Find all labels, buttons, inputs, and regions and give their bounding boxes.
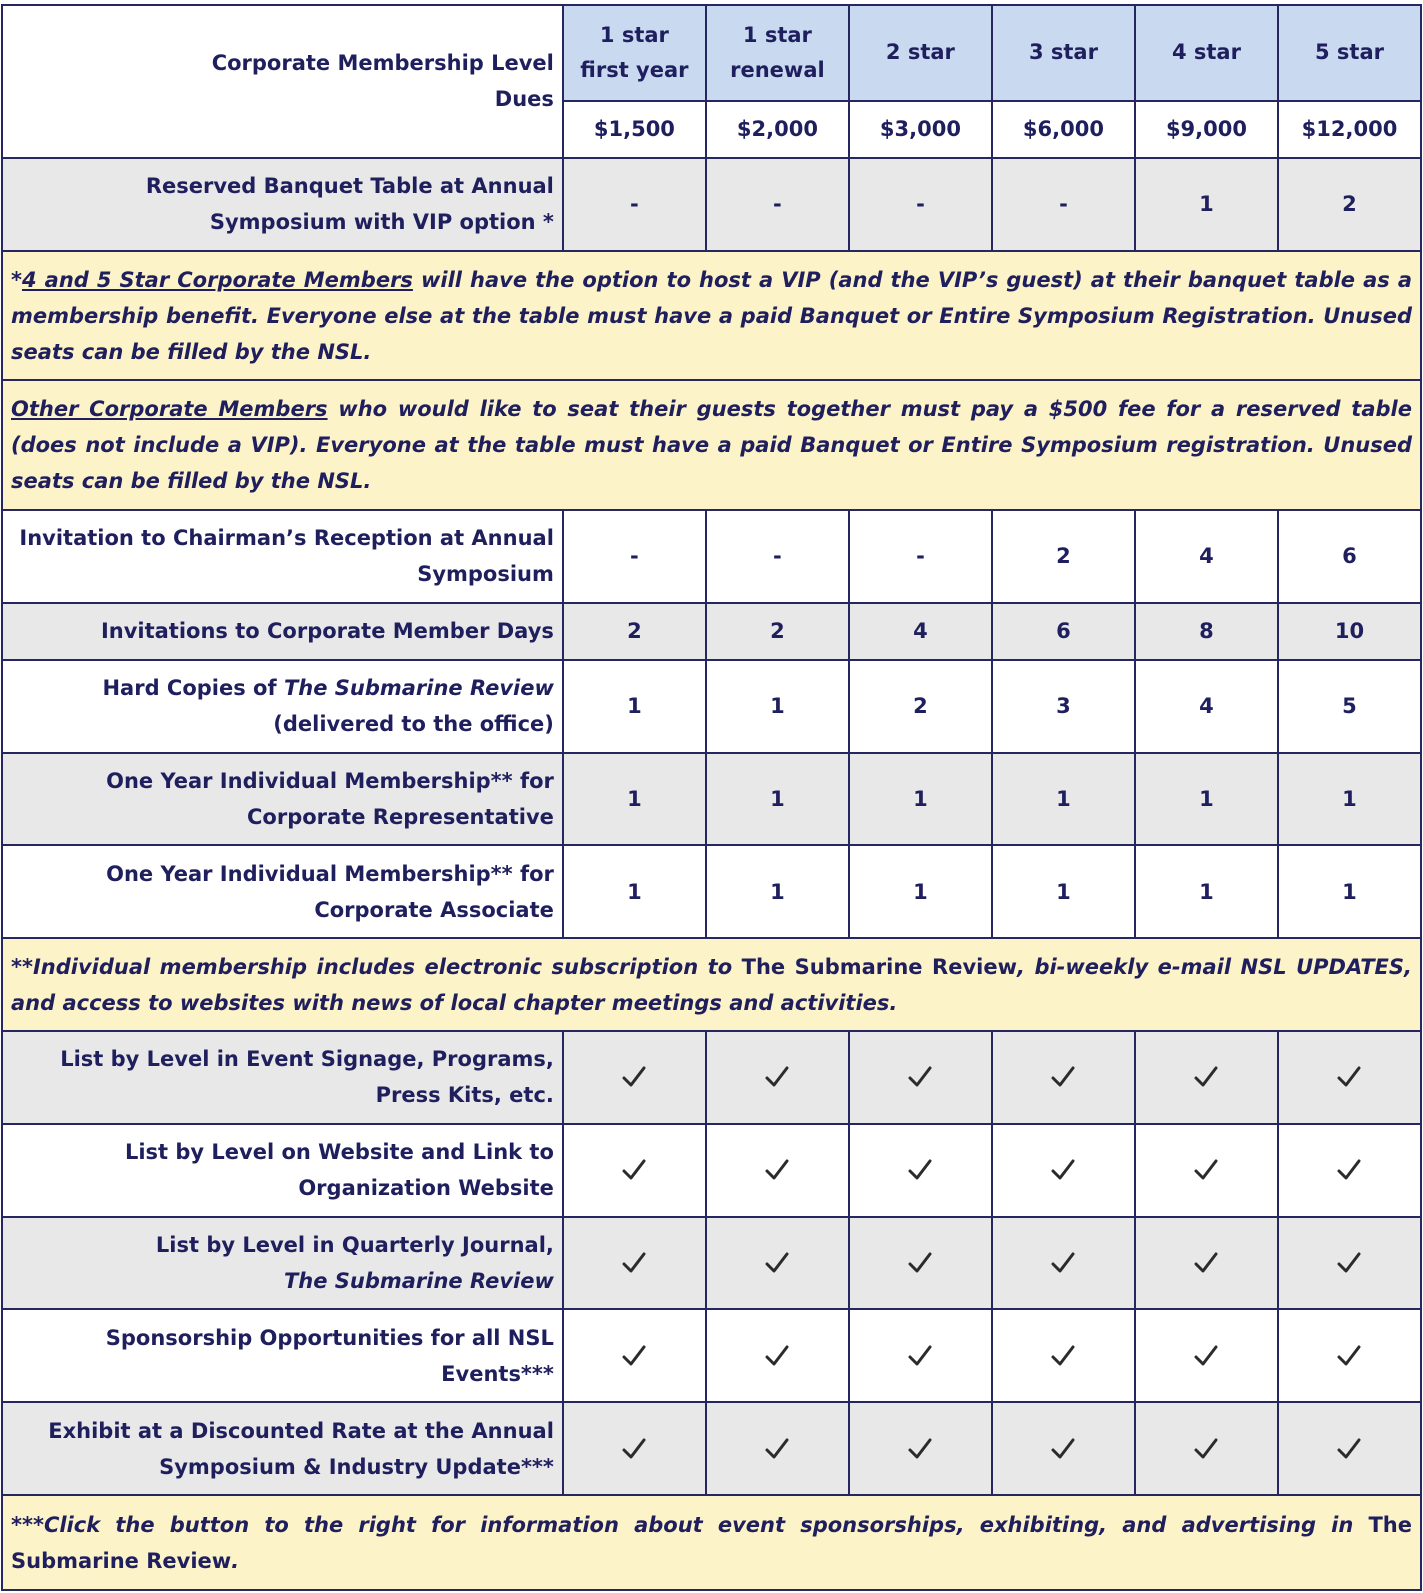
other-members-label: Other Corporate Members bbox=[11, 397, 328, 422]
row-label: One Year Individual Membership** for Corporate Associate bbox=[2, 845, 563, 938]
checkmark-icon bbox=[849, 1031, 992, 1124]
checkmark-icon bbox=[1278, 1031, 1421, 1124]
vip-note-members: 4 and 5 Star Corporate Members bbox=[21, 267, 413, 292]
checkmark-icon bbox=[563, 1031, 706, 1124]
checkmark-icon bbox=[849, 1217, 992, 1310]
other-members-note-row bbox=[2, 380, 1421, 510]
benefit-value: 3 bbox=[992, 660, 1135, 753]
membership-benefits-table bbox=[1, 4, 1422, 1591]
benefit-value: 2 bbox=[992, 510, 1135, 603]
level-header-3-star: 3 star bbox=[992, 5, 1135, 101]
checkmark-icon bbox=[1135, 1402, 1278, 1495]
checkmark-icon bbox=[563, 1402, 706, 1495]
benefit-value: 1 bbox=[849, 845, 992, 938]
other-members-note: Other Corporate Members who would like to seat their guests together must pay a $500 fee for a reserved table (does not include a VIP). Everyone at the table must have a paid Banquet or Entire Symposium registration. Unused seats can be filled by the NSL. bbox=[2, 380, 1421, 510]
header-title-cell bbox=[2, 5, 563, 158]
benefit-value: 2 bbox=[849, 660, 992, 753]
checkmark-icon bbox=[706, 1309, 849, 1402]
level-header-5-star: 5 star bbox=[1278, 5, 1421, 101]
row-label: One Year Individual Membership** for Corporate Representative bbox=[2, 753, 563, 846]
benefit-value: 1 bbox=[1135, 845, 1278, 938]
row-label: Exhibit at a Discounted Rate at the Annual Symposium & Industry Update*** bbox=[2, 1402, 563, 1495]
benefit-value: - bbox=[563, 158, 706, 251]
assoc-membership-row bbox=[2, 845, 1421, 938]
checkmark-icon bbox=[1135, 1309, 1278, 1402]
checkmark-icon bbox=[706, 1031, 849, 1124]
checkmark-icon bbox=[563, 1217, 706, 1310]
checkmark-icon bbox=[1278, 1217, 1421, 1310]
benefit-value: 5 bbox=[1278, 660, 1421, 753]
dues-value: $12,000 bbox=[1278, 101, 1421, 158]
exhibit-row bbox=[2, 1402, 1421, 1495]
website-row bbox=[2, 1124, 1421, 1217]
benefit-value: 1 bbox=[706, 753, 849, 846]
row-label: Invitations to Corporate Member Days bbox=[2, 603, 563, 660]
benefit-value: 1 bbox=[849, 753, 992, 846]
sponsorship-row bbox=[2, 1309, 1421, 1402]
click-note: ***Click the button to the right for information about event sponsorships, exhibiting, and advertising in The Submarine Review. bbox=[2, 1495, 1421, 1590]
benefit-value: 8 bbox=[1135, 603, 1278, 660]
vip-note-row bbox=[2, 251, 1421, 381]
checkmark-icon bbox=[563, 1124, 706, 1217]
checkmark-icon bbox=[992, 1031, 1135, 1124]
level-header-2-star: 2 star bbox=[849, 5, 992, 101]
dues-value: $1,500 bbox=[563, 101, 706, 158]
checkmark-icon bbox=[1278, 1309, 1421, 1402]
row-label: List by Level in Quarterly Journal, The Submarine Review bbox=[2, 1217, 563, 1310]
reception-row bbox=[2, 510, 1421, 603]
benefit-value: 1 bbox=[992, 845, 1135, 938]
checkmark-icon bbox=[992, 1124, 1135, 1217]
individual-membership-note: **Individual membership includes electronic subscription to The Submarine Review, bi-weekly e-mail NSL UPDATES, and access to websites with news of local chapter meetings and activities. bbox=[2, 938, 1421, 1031]
checkmark-icon bbox=[1135, 1124, 1278, 1217]
level-header-4-star: 4 star bbox=[1135, 5, 1278, 101]
dues-value: $2,000 bbox=[706, 101, 849, 158]
checkmark-icon bbox=[992, 1309, 1135, 1402]
benefit-value: - bbox=[706, 158, 849, 251]
checkmark-icon bbox=[992, 1217, 1135, 1310]
checkmark-icon bbox=[1135, 1031, 1278, 1124]
benefit-value: 1 bbox=[1278, 845, 1421, 938]
benefit-value: - bbox=[563, 510, 706, 603]
benefit-value: 6 bbox=[992, 603, 1135, 660]
dues-value: $9,000 bbox=[1135, 101, 1278, 158]
checkmark-icon bbox=[706, 1124, 849, 1217]
header-title: Corporate Membership Level bbox=[211, 51, 554, 76]
individual-membership-note-row bbox=[2, 938, 1421, 1031]
benefit-value: 1 bbox=[1278, 753, 1421, 846]
banquet-row bbox=[2, 158, 1421, 251]
checkmark-icon bbox=[1278, 1124, 1421, 1217]
journal-row bbox=[2, 1217, 1421, 1310]
signage-row bbox=[2, 1031, 1421, 1124]
benefit-value: - bbox=[849, 158, 992, 251]
benefit-value: 4 bbox=[849, 603, 992, 660]
checkmark-icon bbox=[706, 1217, 849, 1310]
benefit-value: 1 bbox=[706, 660, 849, 753]
checkmark-icon bbox=[849, 1402, 992, 1495]
row-label: Hard Copies of The Submarine Review (delivered to the office) bbox=[2, 660, 563, 753]
benefit-value: 4 bbox=[1135, 660, 1278, 753]
level-header-1-star-renewal: 1 star renewal bbox=[706, 5, 849, 101]
checkmark-icon bbox=[563, 1309, 706, 1402]
benefit-value: 1 bbox=[992, 753, 1135, 846]
checkmark-icon bbox=[706, 1402, 849, 1495]
benefit-value: - bbox=[992, 158, 1135, 251]
row-label: Invitation to Chairman’s Reception at Annual Symposium bbox=[2, 510, 563, 603]
benefit-value: 2 bbox=[1278, 158, 1421, 251]
benefit-value: 4 bbox=[1135, 510, 1278, 603]
checkmark-icon bbox=[849, 1309, 992, 1402]
header-dues-label: Dues bbox=[494, 87, 554, 112]
level-header-1-star-first-year: 1 star first year bbox=[563, 5, 706, 101]
row-label: Reserved Banquet Table at Annual Symposium with VIP option * bbox=[2, 158, 563, 251]
benefit-value: 1 bbox=[563, 753, 706, 846]
row-label: List by Level on Website and Link to Organization Website bbox=[2, 1124, 563, 1217]
checkmark-icon bbox=[1135, 1217, 1278, 1310]
header-levels-row bbox=[2, 5, 1421, 101]
dues-value: $3,000 bbox=[849, 101, 992, 158]
benefit-value: 1 bbox=[1135, 158, 1278, 251]
click-note-row bbox=[2, 1495, 1421, 1590]
benefit-value: 1 bbox=[1135, 753, 1278, 846]
member-days-row bbox=[2, 603, 1421, 660]
row-label: List by Level in Event Signage, Programs, Press Kits, etc. bbox=[2, 1031, 563, 1124]
benefit-value: 1 bbox=[563, 660, 706, 753]
dues-value: $6,000 bbox=[992, 101, 1135, 158]
checkmark-icon bbox=[849, 1124, 992, 1217]
row-label: Sponsorship Opportunities for all NSL Events*** bbox=[2, 1309, 563, 1402]
benefit-value: 2 bbox=[563, 603, 706, 660]
hard-copies-row bbox=[2, 660, 1421, 753]
checkmark-icon bbox=[992, 1402, 1135, 1495]
vip-note: *4 and 5 Star Corporate Members will have the option to host a VIP (and the VIP’s guest) at their banquet table as a membership benefit. Everyone else at the table must have a paid Banquet or Entire Symposium Registration. Unused seats can be filled by the NSL. bbox=[2, 251, 1421, 381]
benefit-value: 6 bbox=[1278, 510, 1421, 603]
benefit-value: 1 bbox=[563, 845, 706, 938]
benefit-value: 1 bbox=[706, 845, 849, 938]
rep-membership-row bbox=[2, 753, 1421, 846]
benefit-value: 10 bbox=[1278, 603, 1421, 660]
checkmark-icon bbox=[1278, 1402, 1421, 1495]
benefit-value: - bbox=[706, 510, 849, 603]
benefit-value: - bbox=[849, 510, 992, 603]
benefit-value: 2 bbox=[706, 603, 849, 660]
